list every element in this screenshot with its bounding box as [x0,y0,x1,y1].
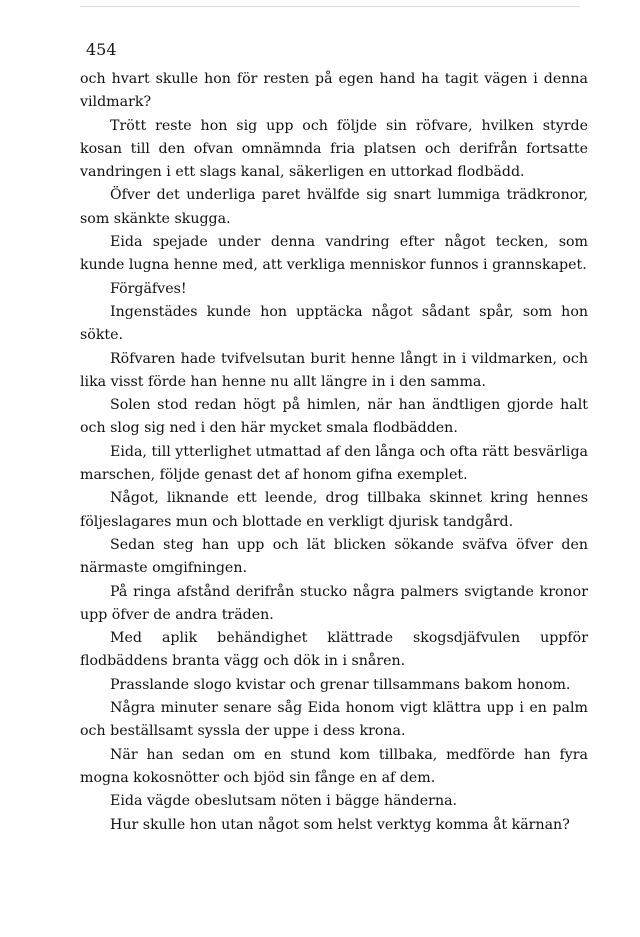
page-body-text [80,68,588,837]
paragraph: Några minuter senare såg Eida honom vigt klättra upp i en palm och beställsamt syssla der uppe i dess krona. [80,700,588,740]
page-number: 454 [86,40,117,59]
paragraph: Eida vägde obeslutsam nöten i bägge händerna. [110,793,458,810]
paragraph: Sedan steg han upp och lät blicken sökande sväfva öfver den närmaste omgifningen. [80,536,588,577]
paragraph: Eida spejade under denna vandring efter något tecken, som kunde lugna henne med, att verkliga menniskor funnos i grannskapet. [80,234,588,274]
paragraph: Förgäfves! [110,280,187,297]
paragraph: Ingenstädes kunde hon upptäcka något sådant spår, som hon sökte. [80,303,588,344]
page-top-edge [80,6,580,7]
paragraph: Öfver det underliga paret hvälfde sig snart lummiga trädkronor, som skänkte skugga. [80,187,588,227]
paragraph: Röfvaren hade tvifvelsutan burit henne långt in i vildmarken, och lika visst förde han henne nu allt längre in i den samma. [80,350,588,390]
paragraph: När han sedan om en stund kom tillbaka, medförde han fyra mogna kokosnötter och bjöd sin fånge en af dem. [80,746,588,786]
paragraph: Eida, till ytterlighet utmattad af den långa och ofta rätt besvärliga marschen, följde genast det af honom gifna exemplet. [80,443,588,484]
paragraph: Trött reste hon sig upp och följde sin röfvare, hvilken styrde kosan till den ofvan omnämnda fria platsen och derifrån fortsatte vandringen i ett slags kanal, säkerligen en uttorkad flodbädd. [80,117,588,181]
paragraph: Med aplik behändighet klättrade skogsdjäfvulen uppför flodbäddens branta vägg och dök in i snåren. [80,630,588,670]
paragraph: Prasslande slogo kvistar och grenar tillsammans bakom honom. [110,676,571,693]
paragraph: Hur skulle hon utan något som helst verktyg komma åt kärnan? [110,816,570,833]
paragraph: Solen stod redan högt på himlen, när han ändtligen gjorde halt och slog sig ned i den här mycket smala flodbädden. [80,397,588,437]
paragraph: Något, liknande ett leende, drog tillbaka skinnet kring hennes följeslagares mun och blottade en verkligt djurisk tandgård. [80,490,588,530]
paragraph: På ringa afstånd derifrån stucko några palmers svigtande kronor upp öfver de andra träden. [80,583,588,623]
paragraph: och hvart skulle hon för resten på egen hand ha tagit vägen i denna vildmark? [80,71,588,111]
